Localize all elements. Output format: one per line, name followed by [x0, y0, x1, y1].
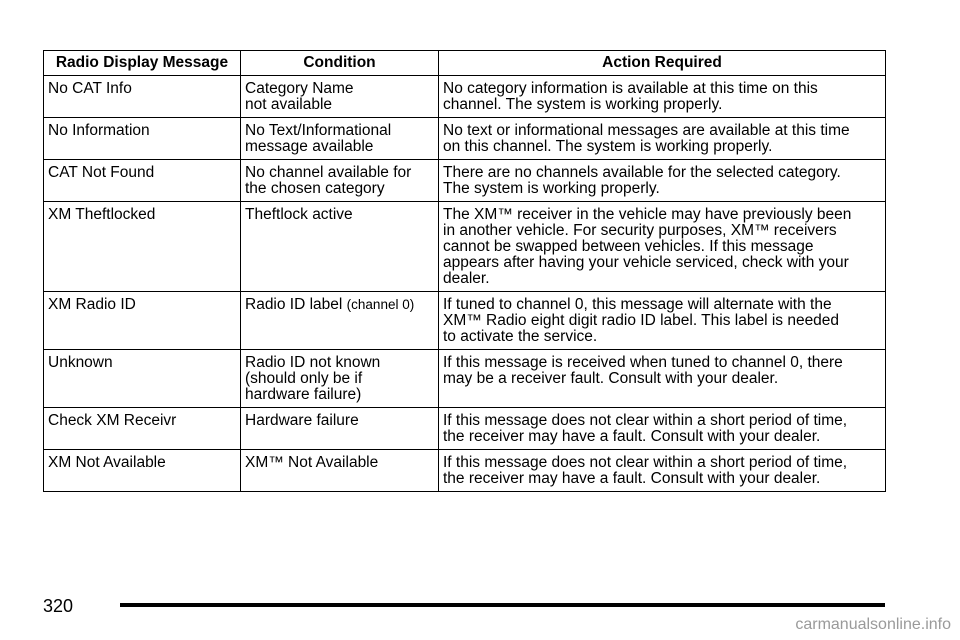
message-cell: No CAT Info [44, 76, 241, 118]
condition-line: the chosen category [245, 180, 385, 197]
action-cell [439, 450, 886, 492]
action-line: appears after having your vehicle serviced, check with your [443, 254, 849, 271]
condition-line: hardware failure) [245, 386, 362, 403]
action-line: The system is working properly. [443, 180, 660, 197]
action-line: If this message is received when tuned to channel 0, there [443, 354, 843, 371]
action-line: dealer. [443, 270, 490, 287]
table-row [44, 160, 886, 202]
action-line: on this channel. The system is working properly. [443, 138, 773, 155]
header-action-required: Action Required [439, 51, 886, 76]
footer-rule [120, 603, 885, 607]
condition-cell [241, 202, 439, 292]
condition-line: Hardware failure [245, 412, 359, 429]
action-cell [439, 202, 886, 292]
condition-cell [241, 408, 439, 450]
action-line: If tuned to channel 0, this message will alternate with the [443, 296, 832, 313]
condition-channel-note: (channel 0) [346, 297, 415, 312]
table-header-row [44, 51, 886, 76]
message-cell: CAT Not Found [44, 160, 241, 202]
condition-cell [241, 160, 439, 202]
condition-line: message available [245, 138, 374, 155]
condition-line: Radio ID not known [245, 354, 381, 371]
header-radio-display-message: Radio Display Message [44, 51, 241, 76]
action-cell [439, 350, 886, 408]
action-line: in another vehicle. For security purposes, XM™ receivers [443, 222, 837, 239]
action-line: No text or informational messages are available at this time [443, 122, 850, 139]
table-row [44, 350, 886, 408]
action-line: may be a receiver fault. Consult with your dealer. [443, 370, 779, 387]
table-row [44, 118, 886, 160]
condition-cell [241, 450, 439, 492]
condition-line: (should only be if [245, 370, 363, 387]
action-line: XM™ Radio eight digit radio ID label. This label is needed [443, 312, 840, 329]
condition-line: XM™ Not Available [245, 454, 379, 471]
action-line: No category information is available at this time on this [443, 80, 818, 97]
message-cell: Check XM Receivr [44, 408, 241, 450]
condition-line: Theftlock active [245, 206, 353, 223]
message-cell: XM Not Available [44, 450, 241, 492]
action-line: If this message does not clear within a short period of time, [443, 454, 848, 471]
condition-line [245, 297, 434, 313]
condition-text: Radio ID label [245, 296, 347, 313]
message-cell: Unknown [44, 350, 241, 408]
condition-cell [241, 292, 439, 350]
condition-line: Category Name [245, 80, 354, 97]
message-cell: XM Theftlocked [44, 202, 241, 292]
action-cell [439, 292, 886, 350]
message-cell: XM Radio ID [44, 292, 241, 350]
condition-cell [241, 76, 439, 118]
page-number: 320 [43, 596, 74, 616]
action-line: cannot be swapped between vehicles. If this message [443, 238, 814, 255]
condition-line: No Text/Informational [245, 122, 392, 139]
action-line: to activate the service. [443, 328, 598, 345]
condition-line: not available [245, 96, 333, 113]
table-row [44, 408, 886, 450]
header-condition: Condition [241, 51, 439, 76]
condition-cell [241, 118, 439, 160]
action-line: There are no channels available for the selected category. [443, 164, 841, 181]
watermark: carmanualsonline.info [795, 616, 951, 633]
message-cell: No Information [44, 118, 241, 160]
radio-message-table [43, 50, 886, 492]
action-line: channel. The system is working properly. [443, 96, 723, 113]
action-cell [439, 118, 886, 160]
condition-line: No channel available for [245, 164, 412, 181]
action-cell [439, 76, 886, 118]
action-cell [439, 408, 886, 450]
table-row [44, 76, 886, 118]
action-cell [439, 160, 886, 202]
action-line: The XM™ receiver in the vehicle may have previously been [443, 206, 852, 223]
table-row [44, 450, 886, 492]
table-row [44, 292, 886, 350]
table-row [44, 202, 886, 292]
action-line: the receiver may have a fault. Consult with your dealer. [443, 428, 821, 445]
condition-cell [241, 350, 439, 408]
action-line: the receiver may have a fault. Consult with your dealer. [443, 470, 821, 487]
action-line: If this message does not clear within a short period of time, [443, 412, 848, 429]
